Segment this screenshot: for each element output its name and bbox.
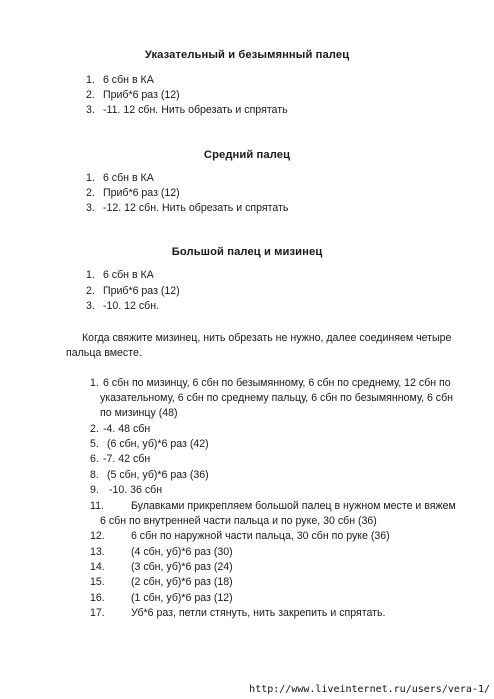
step-continuation: по мизинцу (48) — [100, 407, 178, 419]
step-item: 13. (4 сбн, уб)*6 раз (30) — [90, 546, 233, 558]
step-item: 11. Булавками прикрепляем большой палец в нужном месте и вяжем — [90, 500, 456, 512]
step-item: 1. 6 сбн по мизинцу, 6 сбн по безымянному, 6 сбн по среднему, 12 сбн по — [90, 377, 451, 389]
step-item: 14. (3 сбн, уб)*6 раз (24) — [90, 561, 233, 573]
step-continuation: 6 сбн по внутренней части пальца и по руке, 30 сбн (36) — [100, 515, 377, 527]
list-item: 3. -12. 12 сбн. Нить обрезать и спрятать — [86, 202, 289, 214]
list-item: 2. Приб*6 раз (12) — [86, 89, 180, 101]
step-item: 6. -7. 42 сбн — [90, 453, 151, 465]
step-item: 9. -10. 36 сбн — [90, 484, 163, 496]
section-title-thumb-pinky: Большой палец и мизинец — [171, 246, 323, 258]
step-item: 8. (5 сбн, уб)*6 раз (36) — [90, 469, 209, 481]
list-item: 2. Приб*6 раз (12) — [86, 187, 180, 199]
list-item: 3. -11. 12 сбн. Нить обрезать и спрятать — [86, 104, 288, 116]
paragraph-line: пальца вместе. — [66, 347, 142, 359]
list-item: 3. -10. 12 сбн. — [86, 300, 160, 312]
section-title-index-ring: Указательный и безымянный палец — [144, 49, 350, 61]
paragraph-line: Когда свяжите мизинец, нить обрезать не нужно, далее соединяем четыре — [82, 332, 452, 344]
list-item: 1. 6 сбн в КА — [86, 74, 154, 86]
footer-url[interactable]: http://www.liveinternet.ru/users/vera-1/ — [249, 684, 490, 695]
step-item: 2. -4. 48 сбн — [90, 423, 151, 435]
step-item: 16. (1 сбн, уб)*6 раз (12) — [90, 592, 233, 604]
list-item: 1. 6 сбн в КА — [86, 269, 154, 281]
step-continuation: указательному, 6 сбн по среднему пальцу, 6 сбн по безымянному, 6 сбн — [100, 392, 454, 404]
list-item: 2. Приб*6 раз (12) — [86, 285, 180, 297]
step-item: 5. (6 сбн, уб)*6 раз (42) — [90, 438, 209, 450]
list-item: 1. 6 сбн в КА — [86, 172, 154, 184]
section-title-middle: Средний палец — [203, 149, 291, 161]
step-item: 15. (2 сбн, уб)*6 раз (18) — [90, 576, 233, 588]
step-item: 17. Уб*6 раз, петли стянуть, нить закрепить и спрятать. — [90, 607, 386, 619]
step-item: 12. 6 сбн по наружной части пальца, 30 сбн по руке (36) — [90, 530, 390, 542]
